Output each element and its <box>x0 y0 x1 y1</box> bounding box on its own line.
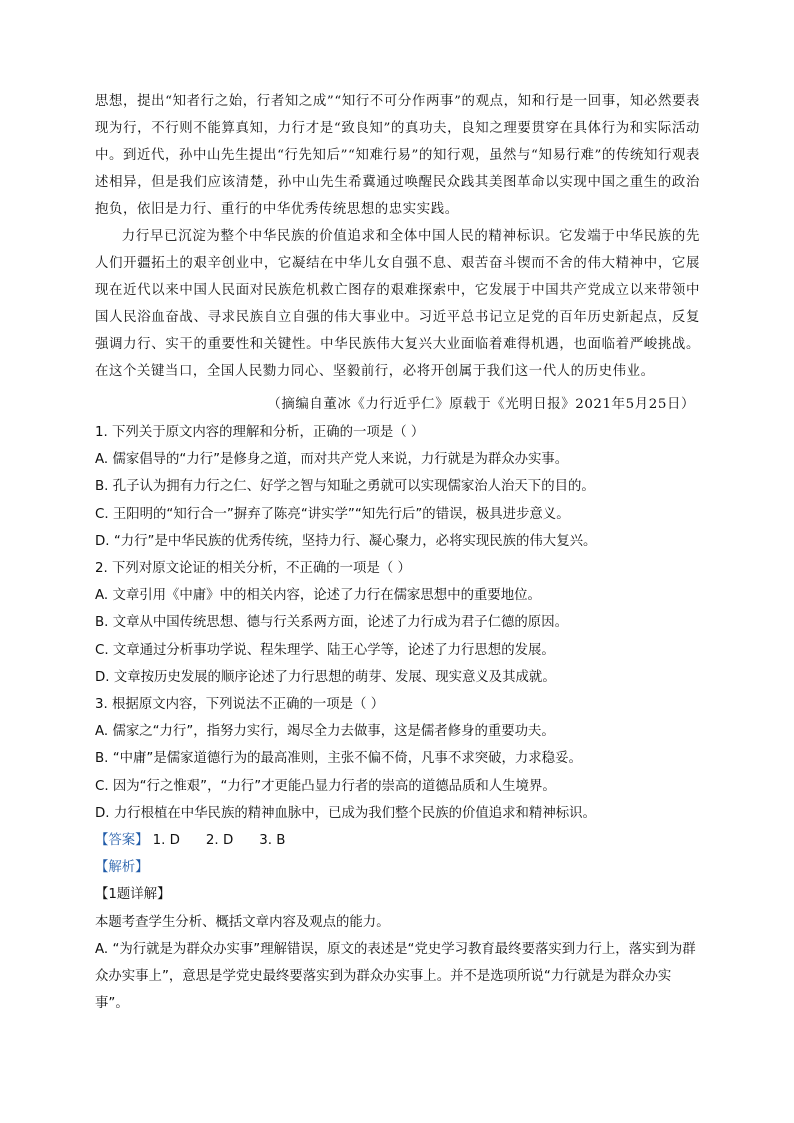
question-2-option-d: D. 文章按历史发展的顺序论述了力行思想的萌芽、发展、现实意义及其成就。 <box>95 669 556 685</box>
answer-key <box>95 827 700 854</box>
analysis-intro: 本题考查学生分析、概括文章内容及观点的能力。 <box>95 914 390 930</box>
question-1-option-b: B. 孔子认为拥有力行之仁、好学之智与知耻之勇就可以实现儒家治人治天下的目的。 <box>95 479 595 495</box>
question-3-stem: 3. 根据原文内容，下列说法不正确的一项是（ ） <box>95 697 385 713</box>
question-3-option-d: D. 力行根植在中华民族的精神血脉中，已成为我们整个民族的价值追求和精神标识。 <box>95 805 596 821</box>
passage-source-citation: （摘编自董冰《力行近乎仁》原载于《光明日报》2021年5月25日） <box>267 397 695 412</box>
question-2-stem: 2. 下列对原文论证的相关分析，不正确的一项是（ ） <box>95 561 411 577</box>
question-2-option-b: B. 文章从中国传统思想、德与行关系两方面，论述了力行成为君子仁德的原因。 <box>95 615 568 631</box>
analysis-tag: 【解析】 <box>95 860 149 876</box>
passage-paragraph-2: 力行早已沉淀为整个中华民族的价值追求和全体中国人民的精神标识。它发端于中华民族的先人们开疆拓土的艰辛创业中，它凝结在中华儿女自强不息、艰苦奋斗锲而不舍的伟大精神中，它展现在近代以来中国人民面对民族危机救亡图存的艰难探索中，它发展于中国共产党成立以来带领中国人民浴血奋战、寻求民族自立自强的伟大事业中。习近平总书记立足党的百年历史新起点，反复强调力行、实干的重要性和关键性。中华民族伟大复兴大业面临着难得机遇，也面临着严峻挑战。在这个关键当口，全国人民勠力同心、坚毅前行，必将开创属于我们这一代人的历史伟业。 <box>95 229 700 379</box>
reading-passage <box>95 88 700 385</box>
analysis-option-a: A. “为行就是为群众办实事”理解错误，原文的表述是“党史学习教育最终要落实到力行上，落实到为群众办实事上”，意思是学党史最终要落实到为群众办实事上。并不是选项所说“力行就是为群众办实事”。 <box>95 941 696 1012</box>
answer-2: 2. D <box>205 833 234 849</box>
analysis-heading <box>95 854 700 881</box>
question-1-option-c: C. 王阳明的“知行合一”摒弃了陈亮“讲实学”“知先行后”的错误，极具进步意义。 <box>95 506 570 522</box>
questions-and-answers <box>95 419 700 1017</box>
answer-tag: 【答案】 <box>95 833 149 849</box>
question-3-option-c: C. 因为“行之惟艰”，“力行”才更能凸显力行者的崇高的道德品质和人生境界。 <box>95 778 556 794</box>
answer-1: 1. D <box>152 833 180 849</box>
question-3-option-a: A. 儒家之“力行”，指努力实行，竭尽全力去做事，这是儒者修身的重要功夫。 <box>95 724 555 740</box>
question-1-option-a: A. 儒家倡导的“力行”是修身之道，而对共产党人来说，力行就是为群众办实事。 <box>95 452 569 468</box>
question-2-option-c: C. 文章通过分析事功学说、程朱理学、陆王心学等，论述了力行思想的发展。 <box>95 642 555 658</box>
question-1-stem: 1. 下列关于原文内容的理解和分析，正确的一项是（ ） <box>95 425 425 440</box>
question-3-option-b: B. “中庸”是儒家道德行为的最高准则，主张不偏不倚，凡事不求突破，力求稳妥。 <box>95 751 582 767</box>
question-1-detail-heading: 【1题详解】 <box>95 887 171 903</box>
question-2-option-a: A. 文章引用《中庸》中的相关内容，论述了力行在儒家思想中的重要地位。 <box>95 588 541 604</box>
passage-paragraph-1: 思想，提出“知者行之始，行者知之成”“知行不可分作两事”的观点，知和行是一回事，知必然要表现为行，不行则不能算真知，力行才是“致良知”的真功夫，良知之理要贯穿在具体行为和实际活动中。到近代，孙中山先生提出“行先知后”“知难行易”的知行观，虽然与“知易行难”的传统知行观表述相异，但是我们应该清楚，孙中山先生希冀通过唤醒民众践其美图革命以实现中国之重生的政治抱负，依旧是力行、重行的中华优秀传统思想的忠实实践。 <box>95 94 700 217</box>
question-1-option-d: D. “力行”是中华民族的优秀传统，坚持力行、凝心聚力，必将实现民族的伟大复兴。 <box>95 533 597 549</box>
answer-3: 3. B <box>259 833 286 849</box>
